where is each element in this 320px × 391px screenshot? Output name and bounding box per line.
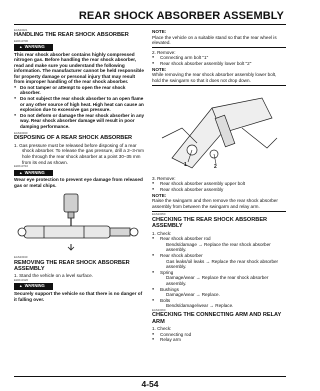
step-text: 2. Remove: <box>152 49 176 55</box>
warning-bullet: ● Do not subject the rear shock absorber to an open flame or any other source of high heat. High heat can cause an explosion due to excessive gas pressure. <box>14 96 146 113</box>
note-rule <box>152 85 286 86</box>
section-heading-disposing: DISPOSING OF A REAR SHOCK ABSORBER <box>14 135 133 142</box>
check-item: ● Rear shock absorber rod <box>152 236 286 242</box>
step-text: 3. Remove: <box>152 175 176 181</box>
warning-text: Wear eye protection to prevent eye damage from released gas or metal chips. <box>14 177 143 188</box>
note-label: NOTE: <box>152 29 167 34</box>
step-item: ● Rear shock absorber assembly <box>152 187 286 193</box>
check-detail: Gas leaks/oil leaks → Replace the rear shock absorber assembly. <box>166 258 279 270</box>
check-item: ● Relay arm <box>152 337 286 343</box>
page-title: REAR SHOCK ABSORBER ASSEMBLY <box>78 10 284 22</box>
step-text: 1. Check: <box>152 326 172 332</box>
section-heading-handling: HANDLING THE REAR SHOCK ABSORBER <box>14 32 129 39</box>
warning-badge: ▲ WARNING <box>14 170 53 177</box>
warning-code: EWA13120 <box>14 278 29 283</box>
swingarm-figure <box>152 88 286 174</box>
check-item: ● Rear shock absorber <box>152 253 286 259</box>
check-item: ● Bushings <box>152 287 286 293</box>
check-item: ● Bolts <box>152 298 286 304</box>
section-code: EAS23050 <box>152 212 166 217</box>
footer-rule <box>14 376 286 377</box>
check-detail: Damage/wear → Replace the rear shock absorber assembly. <box>166 275 269 286</box>
note-text: While removing the rear shock absorber assembly lower bolt, hold the swingarm so that it does not drop down. <box>152 72 277 83</box>
check-item: ● Spring <box>152 270 286 276</box>
warning-badge: ▲ WARNING <box>14 44 53 51</box>
step-item: ● Connecting arm bolt "1" <box>152 55 286 61</box>
check-detail: Bends/damage/wear → Replace. <box>166 303 234 309</box>
check-detail: Bends/damage → Replace the rear shock absorber assembly. <box>166 241 271 253</box>
step-text: 1. Check: <box>152 230 172 236</box>
warning-code: EWA13700 <box>14 38 29 43</box>
swingarm-bolt-illustration <box>152 88 286 174</box>
section-code: EAS23060 <box>152 307 166 312</box>
step-item: ● Rear shock absorber assembly upper bolt <box>152 181 286 187</box>
warning-code: EWA13710 <box>14 164 29 169</box>
header-rule <box>14 24 286 25</box>
section-heading-checking-arm: CHECKING THE CONNECTING ARM AND RELAY ARM <box>152 312 282 325</box>
shock-absorber-drill-illustration <box>14 190 146 254</box>
note-rule <box>152 47 286 48</box>
warning-badge: ▲ WARNING <box>14 283 53 290</box>
note-text: Raise the swingarm and then remove the rear shock absorber assembly from between the swingarm and relay arm. <box>152 198 278 209</box>
step-text: 1. Gas pressure must be released before disposing of a rear shock absorber. To release the gas pressure, drill a 2–3-mm hole through the rear shock absorber at a point 30–35 mm from its end as shown. <box>14 142 144 165</box>
warning-bullet: ● Do not deform or damage the rear shock absorber in any way. Rear shock absorber damage will result in poor damping performance. <box>14 113 146 130</box>
warning-text: This rear shock absorber contains highly compressed nitrogen gas. Before handling the rear shock absorber, read and make sure you understand the following information. The manufacturer cannot be held responsible for property damage or personal injury that may result from improper handling of the rear shock absorber. <box>14 51 144 85</box>
step-text: 1. Stand the vehicle on a level surface. <box>14 273 93 279</box>
note-label: NOTE: <box>152 66 167 72</box>
check-item: ● Connecting rod <box>152 332 286 338</box>
check-detail: Damage/wear → Replace. <box>166 292 220 298</box>
right-column <box>152 29 286 343</box>
page-number: 4-54 <box>141 379 159 389</box>
section-heading-removing: REMOVING THE REAR SHOCK ABSORBER ASSEMBLY <box>14 259 130 273</box>
step-item: ● Rear shock absorber assembly lower bolt "2" <box>152 61 286 67</box>
section-heading-checking-shock: CHECKING THE REAR SHOCK ABSORBER ASSEMBLY <box>152 216 268 230</box>
section-code: EAS23021 <box>14 28 28 32</box>
note-text: Place the vehicle on a suitable stand so that the rear wheel is elevated. <box>152 34 277 46</box>
section-code: EAS23040 <box>14 255 28 260</box>
shock-drill-figure <box>14 190 146 254</box>
callout-1: 1 <box>184 161 187 168</box>
warning-bullet: ● Do not tamper or attempt to open the rear shock absorber. <box>14 85 146 96</box>
left-column <box>14 29 146 302</box>
section-code: EAS23030 <box>14 131 28 136</box>
note-label: NOTE: <box>152 192 167 198</box>
warning-text: Securely support the vehicle so that there is no danger of it falling over. <box>14 291 143 302</box>
callout-2: 2 <box>214 163 217 170</box>
note-rule <box>152 211 286 212</box>
